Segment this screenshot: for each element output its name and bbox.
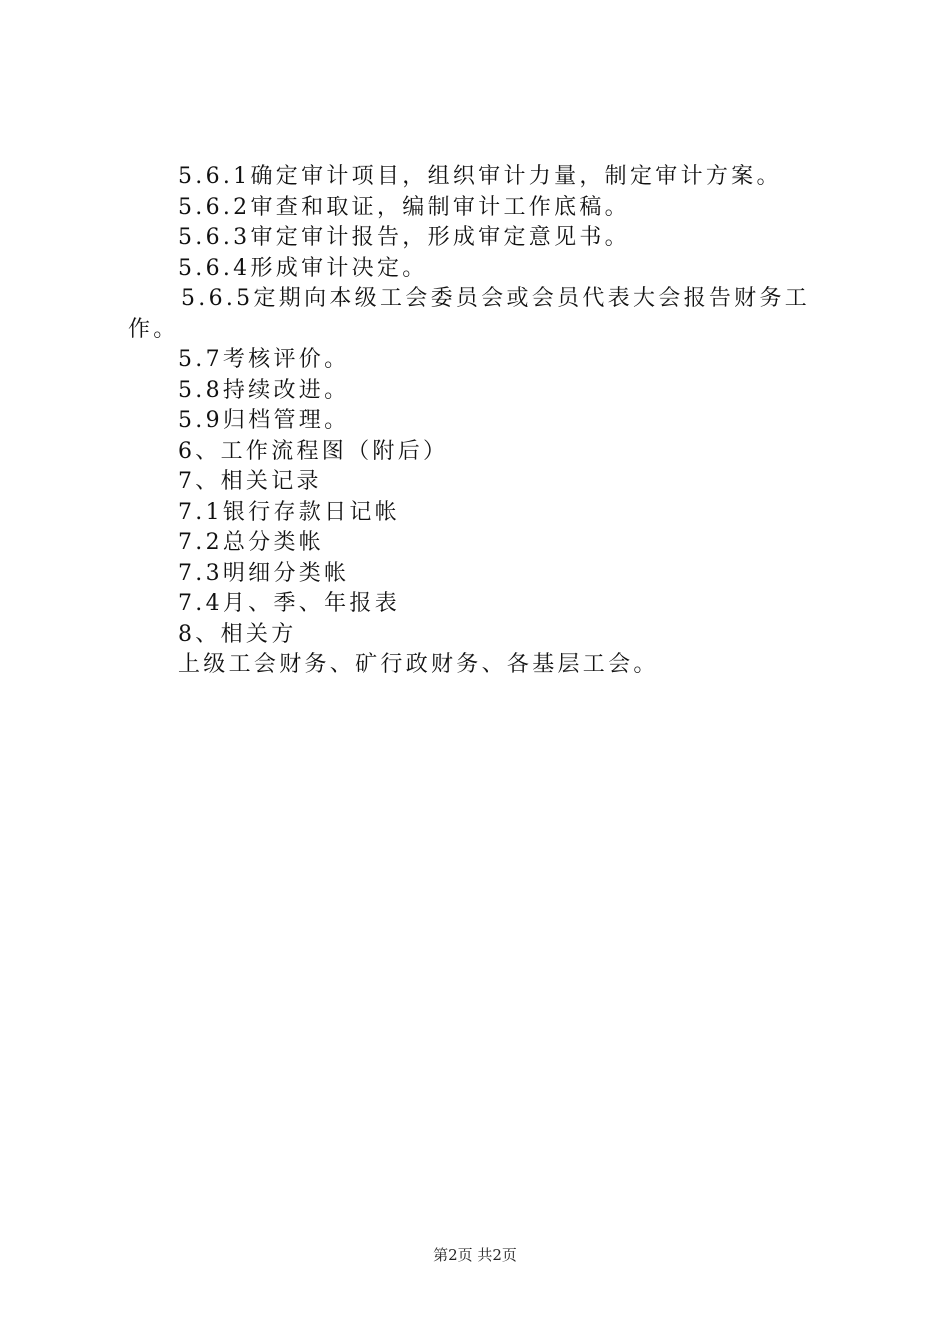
- paragraph-5-6-5: 5.6.5定期向本级工会委员会或会员代表大会报告财务工作。: [128, 286, 811, 342]
- record-7-3: 7.3明细分类帐: [178, 560, 350, 586]
- section-6-heading: 6、工作流程图（附后）: [178, 438, 449, 464]
- paragraph-5-8: 5.8持续改进。: [178, 377, 350, 403]
- paragraph-5-9: 5.9归档管理。: [178, 408, 350, 433]
- paragraph-5-6-3: 5.6.3审定审计报告，形成审定意见书。: [178, 225, 630, 250]
- record-7-2: 7.2总分类帐: [178, 530, 325, 555]
- page-footer: 第2页 共2页: [433, 1246, 517, 1264]
- paragraph-5-6-1: 5.6.1确定审计项目，组织审计力量，制定审计方案。: [178, 164, 782, 189]
- record-7-1: 7.1银行存款日记帐: [178, 499, 400, 525]
- paragraph-5-6-4: 5.6.4形成审计决定。: [178, 255, 428, 281]
- paragraph-5-7: 5.7考核评价。: [178, 347, 350, 372]
- section-8-heading: 8、相关方: [178, 621, 297, 647]
- related-parties-text: 上级工会财务、矿行政财务、各基层工会。: [178, 652, 659, 677]
- section-7-heading: 7、相关记录: [178, 469, 322, 494]
- record-7-4: 7.4月、季、年报表: [178, 591, 400, 616]
- document-body: [128, 162, 840, 681]
- paragraph-5-6-2: 5.6.2审查和取证，编制审计工作底稿。: [178, 194, 630, 220]
